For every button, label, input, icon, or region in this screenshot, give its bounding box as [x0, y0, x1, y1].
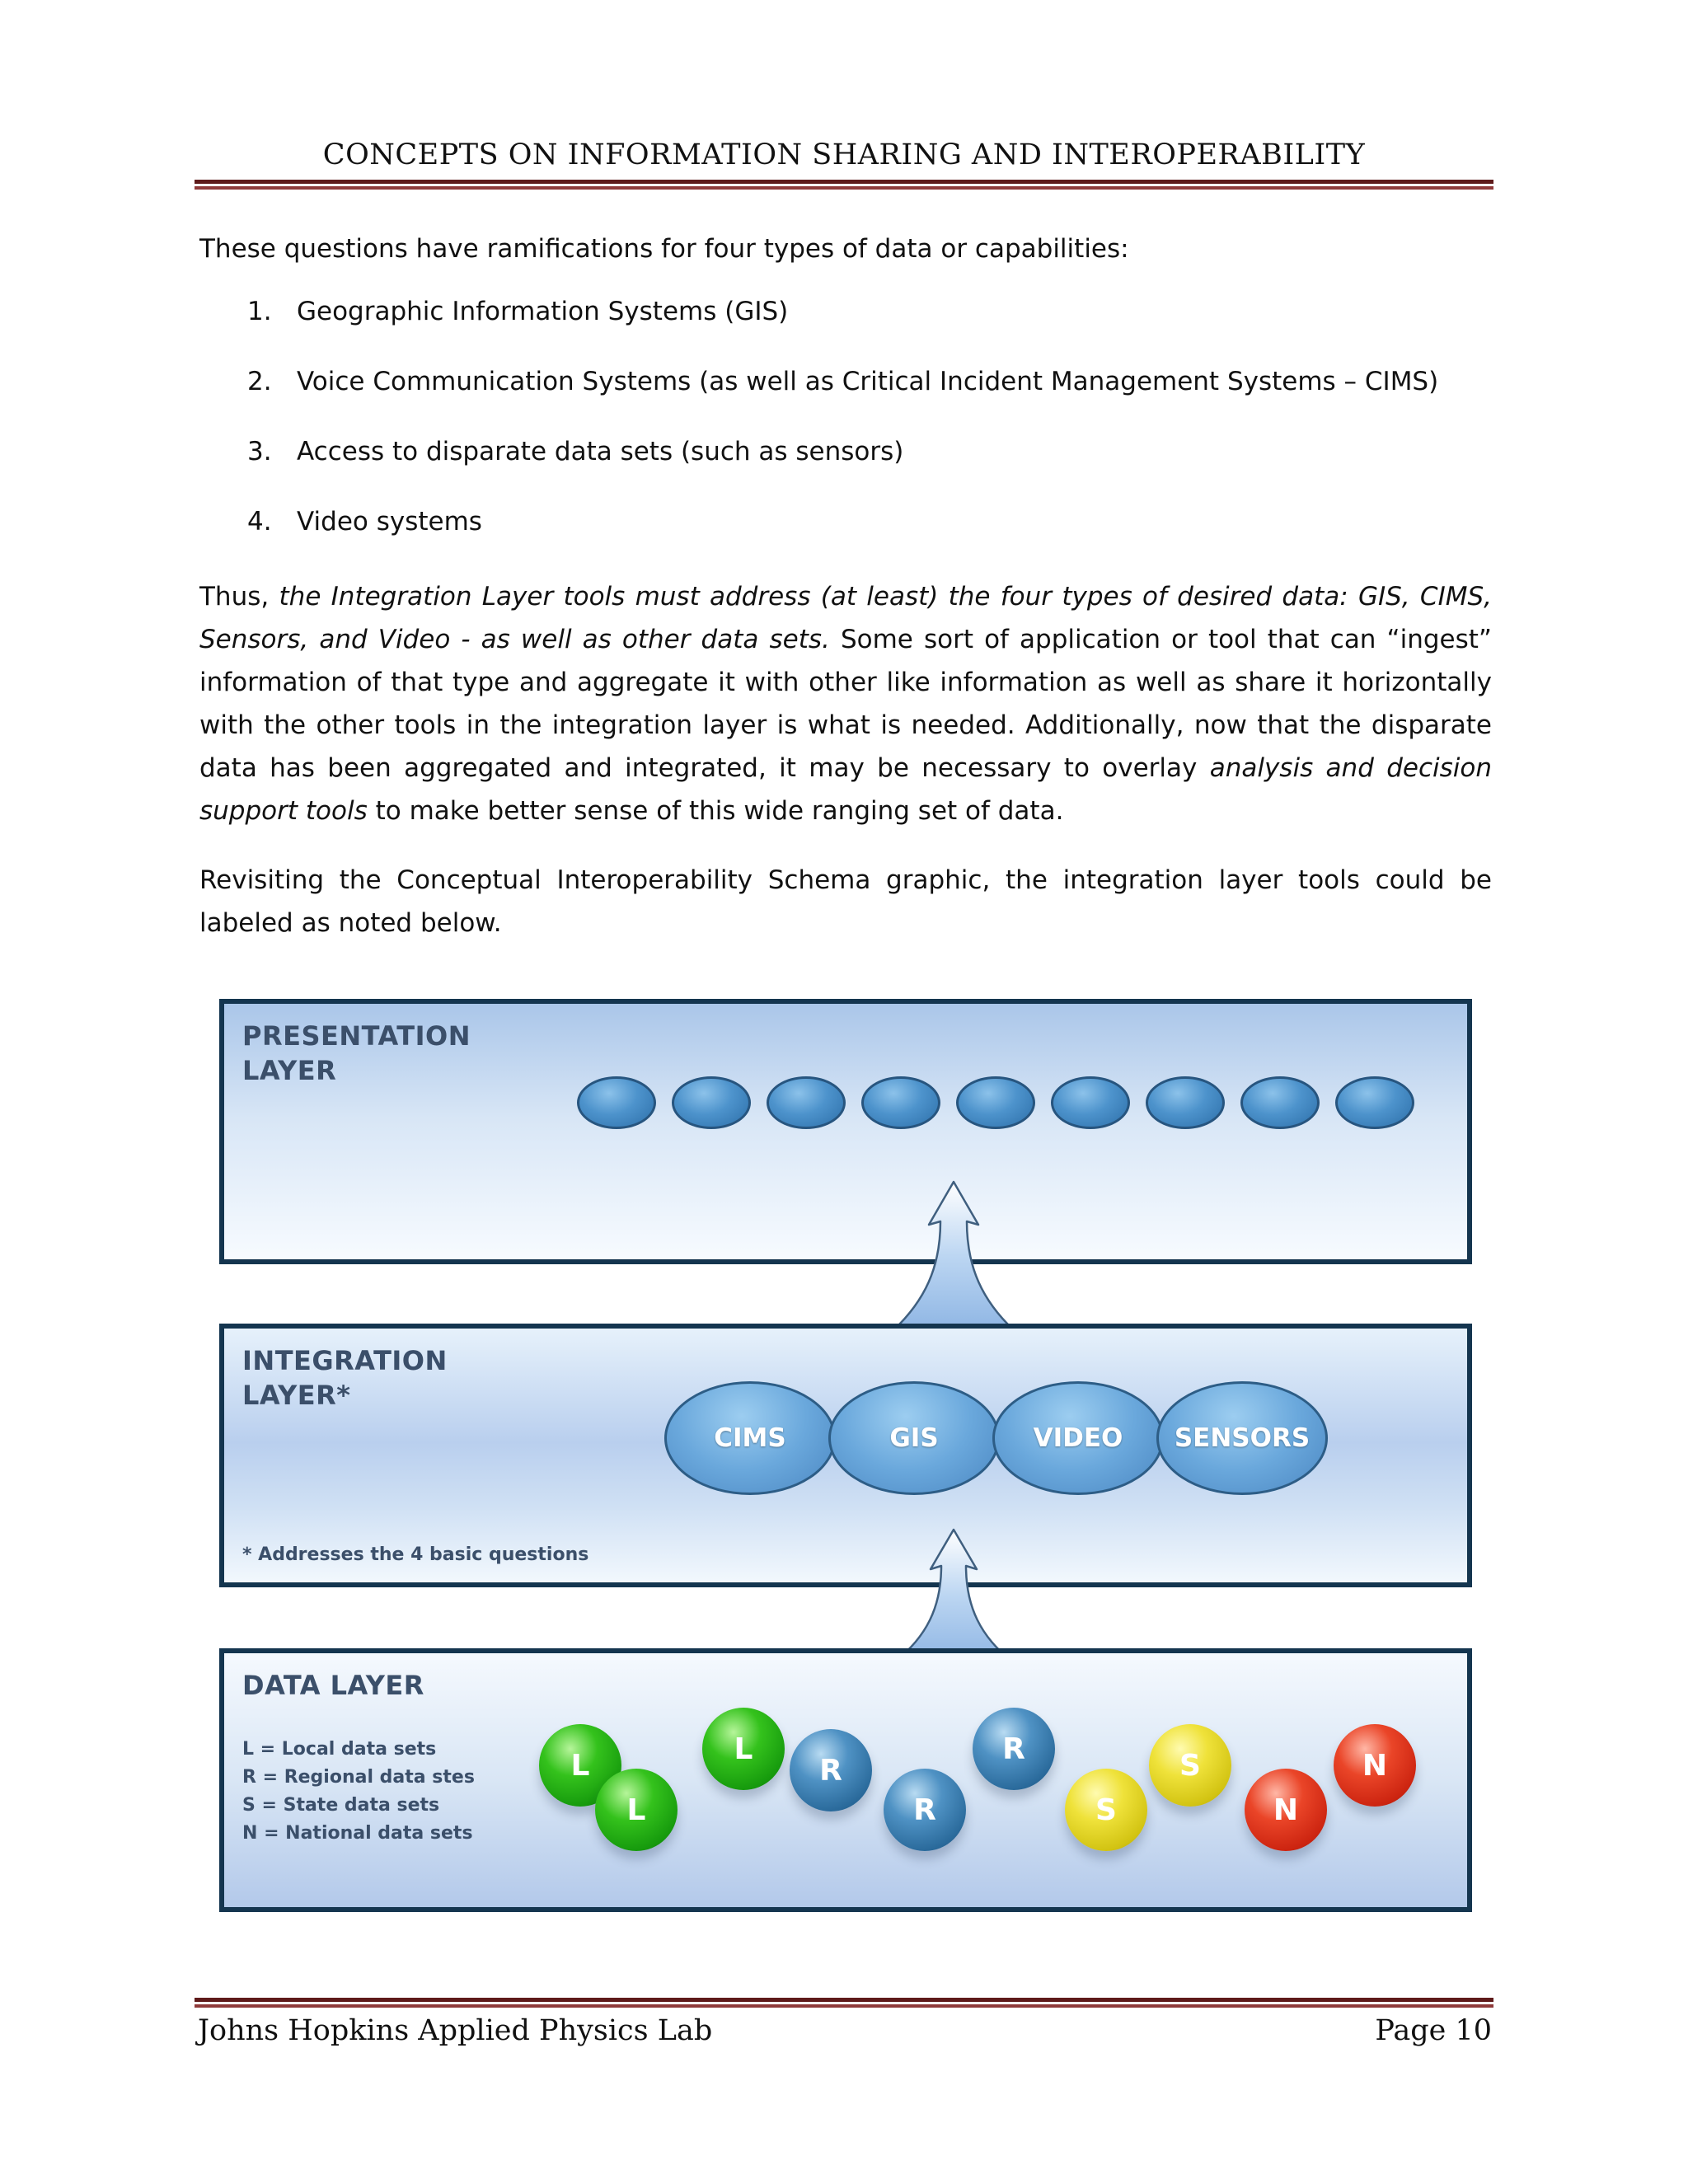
interoperability-schema-diagram: [208, 989, 1485, 1920]
regional-data-ball: R: [884, 1769, 966, 1851]
footer-rule: [195, 1998, 1493, 2002]
para1-italic-d: analysis and decision support tools: [199, 753, 1492, 826]
data-legend: [242, 1736, 475, 1848]
header-rule: [195, 180, 1493, 184]
list-text: Voice Communication Systems (as well as Critical Incident Management Systems – CIMS): [297, 367, 1439, 396]
up-arrow-icon: [892, 1525, 1015, 1665]
paragraph-integration-tools: [199, 575, 1492, 832]
local-data-ball: L: [702, 1708, 785, 1790]
presentation-tool-ellipse: [1335, 1076, 1414, 1129]
integration-tool-sensors: SENSORS: [1156, 1381, 1328, 1495]
presentation-tool-ellipse: [1051, 1076, 1130, 1129]
integration-tool-cims: CIMS: [664, 1381, 836, 1495]
national-data-ball: N: [1334, 1724, 1416, 1807]
list-item: [247, 367, 1438, 396]
list-number: 4.: [247, 507, 272, 537]
integration-title-line2: LAYER*: [242, 1380, 351, 1411]
presentation-tool-ellipse: [956, 1076, 1035, 1129]
header-rule-thin: [195, 186, 1493, 190]
presentation-title-line2: LAYER: [242, 1055, 337, 1086]
state-data-ball: S: [1065, 1769, 1147, 1851]
regional-data-ball: R: [973, 1708, 1055, 1790]
presentation-tool-ellipse: [1240, 1076, 1320, 1129]
presentation-tool-ellipse: [577, 1076, 656, 1129]
presentation-tool-ellipse: [672, 1076, 751, 1129]
footer-organization: Johns Hopkins Applied Physics Lab: [198, 2014, 713, 2047]
list-item: [247, 297, 788, 326]
data-layer: [219, 1648, 1472, 1912]
local-data-ball: L: [539, 1724, 621, 1807]
legend-regional: R = Regional data stes: [242, 1767, 475, 1788]
up-arrow-icon: [892, 1177, 1015, 1333]
intro-text: These questions have ramifications for four types of data or capabilities:: [199, 234, 1129, 264]
presentation-layer: [219, 999, 1472, 1264]
legend-state: S = State data sets: [242, 1795, 440, 1816]
integration-tool-gis: GIS: [828, 1381, 1000, 1495]
integration-layer: [219, 1324, 1472, 1587]
integration-layer-title: [242, 1343, 448, 1413]
legend-national: N = National data sets: [242, 1823, 473, 1844]
integration-title-line1: INTEGRATION: [242, 1345, 448, 1376]
presentation-tool-ellipse: [767, 1076, 846, 1129]
legend-local: L = Local data sets: [242, 1739, 437, 1760]
list-text: Geographic Information Systems (GIS): [297, 297, 789, 326]
list-text: Video systems: [297, 507, 482, 537]
list-item: [247, 507, 482, 537]
footer-page-number: Page 10: [1375, 2014, 1492, 2047]
regional-data-ball: R: [790, 1729, 872, 1811]
paragraph-revisiting: Revisiting the Conceptual Interoperability Schema graphic, the integration layer tools could be labeled as noted below.: [199, 865, 1492, 938]
para1-text-a: Thus,: [199, 582, 279, 612]
presentation-tool-ellipse: [861, 1076, 940, 1129]
national-data-ball: N: [1245, 1769, 1327, 1851]
list-item: [247, 437, 903, 466]
presentation-layer-title: [242, 1019, 471, 1088]
list-number: 2.: [247, 367, 272, 396]
integration-tool-video: VIDEO: [992, 1381, 1164, 1495]
para1-text-c: Some sort of application or tool that can “ingest” information of that type and aggregate it with other like information as well as share it horizontally with the other tools in the integration layer is what is needed. Additionally, now that the disparate data has been aggregated and integrated, it may be necessary to overlay: [199, 625, 1492, 783]
para1-italic-b: the Integration Layer tools must address (at least) the four types of desired data: GIS, CIMS, Sensors, and Video - as well as other data sets.: [199, 582, 1493, 654]
presentation-tool-ellipse: [1146, 1076, 1225, 1129]
para1-text-e: to make better sense of this wide ranging set of data.: [367, 796, 1064, 826]
integration-note: * Addresses the 4 basic questions: [242, 1544, 589, 1565]
list-text: Access to disparate data sets (such as sensors): [297, 437, 904, 466]
list-number: 3.: [247, 437, 272, 466]
local-data-ball: L: [595, 1769, 678, 1851]
state-data-ball: S: [1149, 1724, 1231, 1807]
data-layer-title: DATA LAYER: [242, 1670, 424, 1701]
presentation-title-line1: PRESENTATION: [242, 1020, 471, 1052]
page-header: CONCEPTS ON INFORMATION SHARING AND INTEROPERABILITY: [322, 138, 1366, 171]
list-number: 1.: [247, 297, 272, 326]
